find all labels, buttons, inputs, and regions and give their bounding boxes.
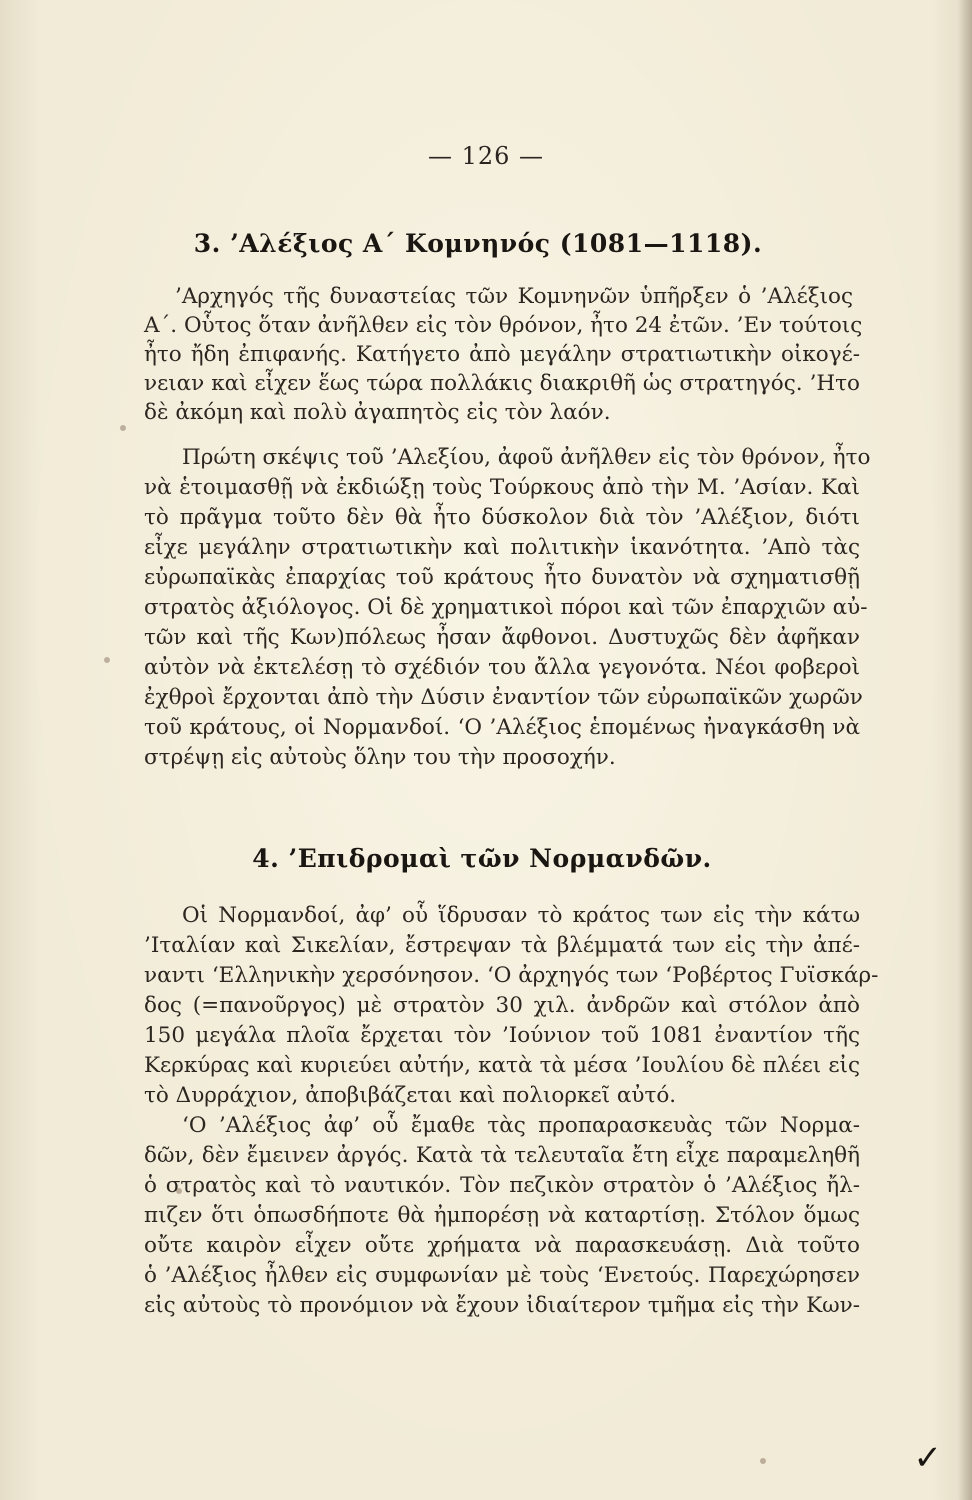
text-line: στρέψῃ εἰς αὐτοὺς ὅλην του τὴν προσοχήν. [144, 745, 616, 770]
paper-speck [176, 1188, 182, 1194]
text-line: δὲ ἀκόμη καὶ πολὺ ἀγαπητὸς εἰς τὸν λαόν. [144, 400, 611, 425]
text-line: ὁ στρατὸς καὶ τὸ ναυτικόν. Τὸν πεζικὸν στρατὸν ὁ ’Αλέξιος ἤλ- [144, 1173, 860, 1198]
text-line: στρατὸς ἀξιόλογος. Οἱ δὲ χρηματικοὶ πόροι καὶ τῶν ἐπαρχιῶν αὐ- [144, 595, 868, 620]
text-line: τὸ πρᾶγμα τοῦτο δὲν θὰ ἦτο δύσκολον διὰ τὸν ’Αλέξιον, διότι [144, 505, 860, 530]
text-line: οὔτε καιρὸν εἶχεν οὔτε χρήματα νὰ παρασκευάσῃ. Διὰ τοῦτο [144, 1233, 860, 1258]
text-line: Κερκύρας καὶ κυριεύει αὐτήν, κατὰ τὰ μέσα ’Ιουλίου δὲ πλέει εἰς [144, 1053, 860, 1078]
text-line: εἰς αὐτοὺς τὸ προνόμιον νὰ ἔχουν ἰδιαίτερον τμῆμα εἰς τὴν Κων- [144, 1293, 860, 1318]
section-heading-normans: 4. ’Επιδρομαὶ τῶν Νορμανδῶν. [252, 844, 712, 873]
corner-mark-icon: ✓ [913, 1438, 942, 1478]
page-number: — 126 — [427, 142, 545, 170]
text-line: τοῦ κράτους, οἱ Νορμανδοί. ‘Ο ’Αλέξιος ἑπομένως ἠναγκάσθη νὰ [144, 715, 860, 740]
text-line: τὸ Δυρράχιον, ἀποβιβάζεται καὶ πολιορκεῖ αὐτό. [144, 1083, 677, 1108]
text-line: νὰ ἑτοιμασθῇ νὰ ἐκδιώξῃ τοὺς Τούρκους ἀπὸ τὴν Μ. ’Ασίαν. Καὶ [144, 475, 860, 500]
text-line: τῶν καὶ τῆς Κων)πόλεως ἦσαν ἄφθονοι. Δυστυχῶς δὲν ἀφῆκαν [144, 625, 860, 650]
text-line: Οἱ Νορμανδοί, ἀφ’ οὗ ἵδρυσαν τὸ κράτος των εἰς τὴν κάτω [182, 903, 860, 928]
text-line: ’Αρχηγός τῆς δυναστείας τῶν Κομνηνῶν ὑπῆρξεν ὁ ’Αλέξιος [175, 284, 853, 309]
text-line: Α΄. Οὗτος ὅταν ἀνῆλθεν εἰς τὸν θρόνον, ἦτο 24 ἐτῶν. ’Εν τούτοις [144, 313, 863, 338]
paper-speck [120, 425, 126, 431]
text-line: ‘Ο ’Αλέξιος ἀφ’ οὗ ἔμαθε τὰς προπαρασκευὰς τῶν Νορμα- [182, 1113, 860, 1138]
text-line: ἐχθροὶ ἔρχονται ἀπὸ τὴν Δύσιν ἐναντίον τῶν εὐρωπαϊκῶν χωρῶν [144, 685, 863, 710]
section-heading-alexios: 3. ’Αλέξιος Α΄ Κομνηνός (1081—1118). [193, 229, 763, 258]
text-line: νειαν καὶ εἶχεν ἕως τώρα πολλάκις διακριθῆ ὡς στρατηγός. ’Ητο [144, 371, 860, 396]
text-line: ’Ιταλίαν καὶ Σικελίαν, ἔστρεψαν τὰ βλέμματά των εἰς τὴν ἀπέ- [144, 933, 860, 958]
paper-speck [104, 657, 110, 663]
text-line: δῶν, δὲν ἔμεινεν ἀργός. Κατὰ τὰ τελευταῖα ἔτη εἶχε παραμεληθῆ [144, 1143, 860, 1168]
text-line: εἶχε μεγάλην στρατιωτικὴν καὶ πολιτικὴν ἱκανότητα. ’Απὸ τὰς [144, 535, 860, 560]
text-line: πιζεν ὅτι ὁπωσδήποτε θὰ ἠμπορέσῃ νὰ καταρτίσῃ. Στόλον ὅμως [144, 1203, 860, 1228]
page-edge-shadow [958, 0, 972, 1500]
text-line: εὐρωπαϊκὰς ἐπαρχίας τοῦ κράτους ἦτο δυνατὸν νὰ σχηματισθῇ [144, 565, 860, 590]
text-line: ναντι ‘Ελληνικὴν χερσόνησον. ‘Ο ἀρχηγός των ‘Ροβέρτος Γυϊσκάρ- [144, 963, 879, 988]
text-line: 150 μεγάλα πλοῖα ἔρχεται τὸν ’Ιούνιον τοῦ 1081 ἐναντίον τῆς [144, 1023, 860, 1048]
text-line: ὁ ’Αλέξιος ἦλθεν εἰς συμφωνίαν μὲ τοὺς ‘Ενετούς. Παρεχώρησεν [144, 1263, 860, 1288]
text-line: αὐτὸν νὰ ἐκτελέσῃ τὸ σχέδιόν του ἄλλα γεγονότα. Νέοι φοβεροὶ [144, 655, 860, 680]
text-line: δος (=πανοῦργος) μὲ στρατὸν 30 χιλ. ἀνδρῶν καὶ στόλον ἀπὸ [144, 993, 860, 1018]
text-line: ἦτο ἤδη ἐπιφανής. Κατήγετο ἀπὸ μεγάλην στρατιωτικὴν οἰκογέ- [144, 342, 860, 367]
text-line: Πρώτη σκέψις τοῦ ’Αλεξίου, ἀφοῦ ἀνῆλθεν εἰς τὸν θρόνον, ἦτο [182, 445, 871, 470]
paper-speck [760, 1458, 766, 1464]
